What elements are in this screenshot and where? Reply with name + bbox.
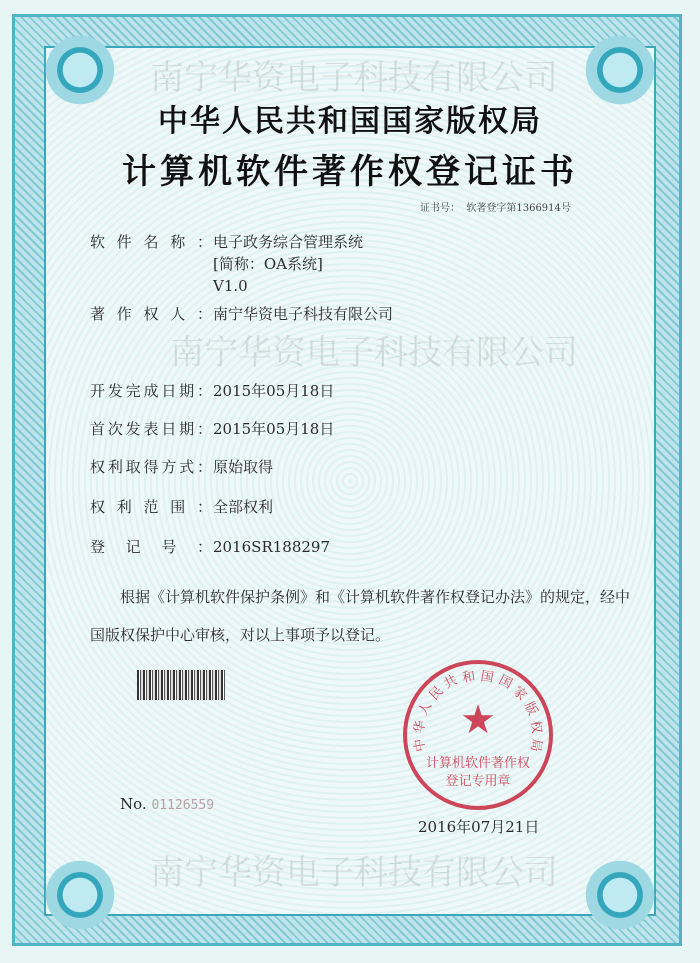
field-acquisition: 权利取得方式： [90,458,212,476]
corner-ornament [580,855,660,935]
dev-date: 2015年05月18日 [213,382,335,400]
software-abbr: [简称：OA系统] [213,255,323,273]
pub-date: 2015年05月18日 [213,420,335,438]
field-owner: 著作权人： [90,305,212,323]
official-seal [403,660,553,810]
issuer-title: 中华人民共和国国家版权局 [158,104,542,139]
field-pub-date: 首次发表日期： [90,420,212,438]
seal-arc-char: 华 [411,719,429,735]
star-icon: ★ [460,697,496,743]
field-software-name: 软件名称： [90,233,212,251]
seal-line-1: 计算机软件著作权 [425,756,530,771]
statement: 根据《计算机软件保护条例》和《计算机软件著作权登记办法》的规定，经中国版权保护中心审核，对以上事项予以登记。 [90,588,631,644]
seal-arc-char: 和 [461,668,477,686]
seal-arc-char: 局 [527,737,545,753]
software-name: 电子政务综合管理系统 [213,233,364,251]
watermark: 南宁华资电子科技有限公司 [150,58,558,98]
seal-line-2: 登记专用章 [445,774,511,789]
seal-arc-char: 版 [520,699,541,719]
issue-date: 2016年07月21日 [418,818,540,836]
seal-arc-char: 国 [495,673,515,693]
seal-arc-char: 民 [426,684,447,704]
owner: 南宁华资电子科技有限公司 [213,305,394,323]
barcode [137,670,225,700]
corner-ornament [40,30,120,110]
acquisition: 原始取得 [213,458,274,476]
seal-arc-char: 权 [527,719,545,735]
certificate-number: 证书号： 软著登字第1366914号 [420,203,571,214]
seal-arc-char: 中 [411,737,429,753]
corner-ornament [40,855,120,935]
seal-arc-char: 共 [441,673,461,693]
certificate-title: 计算机软件著作权登记证书 [122,152,578,192]
seal-arc-char: 人 [415,699,436,719]
field-reg-no: 登记号： [90,538,212,556]
field-dev-date: 开发完成日期： [90,382,212,400]
serial-number: No. 01126559 [120,795,215,813]
scope: 全部权利 [213,498,274,516]
reg-no: 2016SR188297 [213,538,331,556]
corner-ornament [580,30,660,110]
watermark: 南宁华资电子科技有限公司 [170,333,578,373]
seal-arc-char: 家 [509,684,530,704]
software-version: V1.0 [213,277,248,295]
field-scope: 权利范围： [90,498,212,516]
watermark: 南宁华资电子科技有限公司 [150,853,558,893]
seal-arc-char: 国 [479,668,495,686]
